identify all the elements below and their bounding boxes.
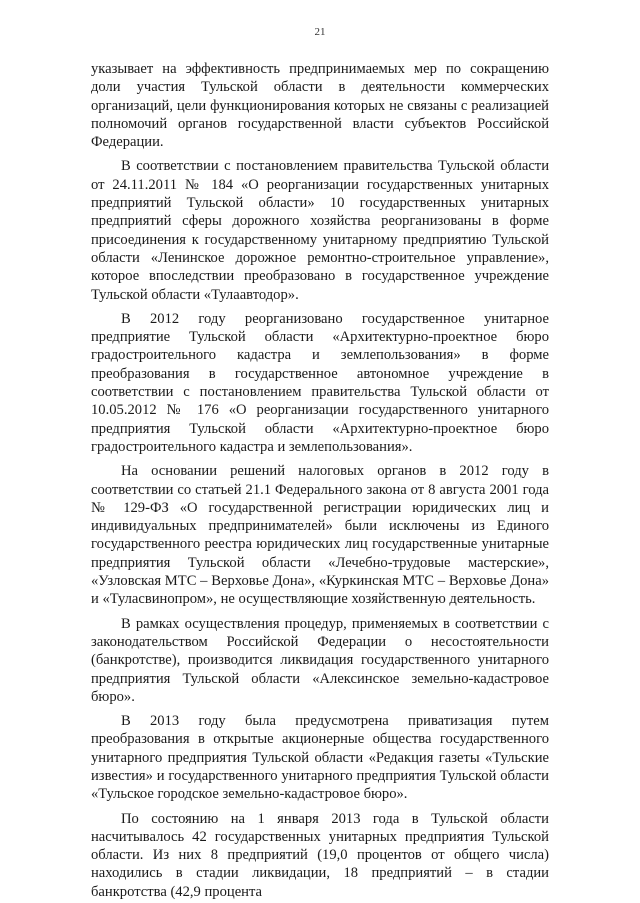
paragraph-6: В 2013 году была предусмотрена приватизация путем преобразования в открытые акционерные общества государственного унитарного предприятия Тульской области «Редакция газеты «Тульские известия» и государственного унитарного предприятия Тульской области «Тульское городское земельно-кадастровое бюро». (91, 713, 549, 803)
paragraph-5: В рамках осуществления процедур, применяемых в соответствии с законодательством Российской Федерации о несостоятельности (банкротстве), производится ликвидация государственного унитарного предприятия Тульской области «Алексинское земельно-кадастровое бюро». (91, 615, 549, 705)
paragraph-2: В соответствии с постановлением правительства Тульской области от 24.11.2011 № 184 «О реорганизации государственных унитарных предприятий Тульской области» 10 государственных унитарных предприятий сферы дорожного хозяйства реорганизованы в форме присоединения к государственному унитарному предприятию Тульской области «Ленинское дорожное ремонтно-строительное управление», которое впоследствии преобразовано в государственное учреждение Тульской области «Тулаавтодор». (91, 158, 549, 303)
paragraph-1: указывает на эффективность предпринимаемых мер по сокращению доли участия Тульской области в деятельности коммерческих организаций, цели функционирования которых не связаны с реализацией полномочий органов государственной власти субъектов Российской Федерации. (91, 61, 549, 151)
paragraph-3: В 2012 году реорганизовано государственное унитарное предприятие Тульской области «Архитектурно-проектное бюро градостроительного кадастра и землепользования» в форме преобразования в государственное автономное учреждение в соответствии с постановлением правительства Тульской области от 10.05.2012 № 176 «О реорганизации государственного унитарного предприятия Тульской области «Архитектурно-проектное бюро градостроительного кадастра и землепользования». (91, 310, 549, 455)
paragraph-7: По состоянию на 1 января 2013 года в Тульской области насчитывалось 42 государственных унитарных предприятия Тульской области. Из них 8 предприятий (19,0 процентов от общего числа) находились в стадии ликвидации, 18 предприятий – в стадии банкротства (42,9 процента (91, 810, 549, 900)
paragraph-4: На основании решений налоговых органов в 2012 году в соответствии со статьей 21.1 Федерального закона от 8 августа 2001 года № 129-ФЗ «О государственной регистрации юридических лиц и индивидуальных предпринимателей» были исключены из Единого государственного реестра юридических лиц государственные унитарные предприятия Тульской области «Лечебно-трудовые мастерские», «Узловская МТС – Верховье Дона», «Куркинская МТС – Верховье Дона» и «Туласвинопром», не осуществляющие хозяйственную деятельность. (91, 463, 549, 608)
body-text (91, 60, 549, 901)
page-number: 21 (314, 26, 326, 38)
